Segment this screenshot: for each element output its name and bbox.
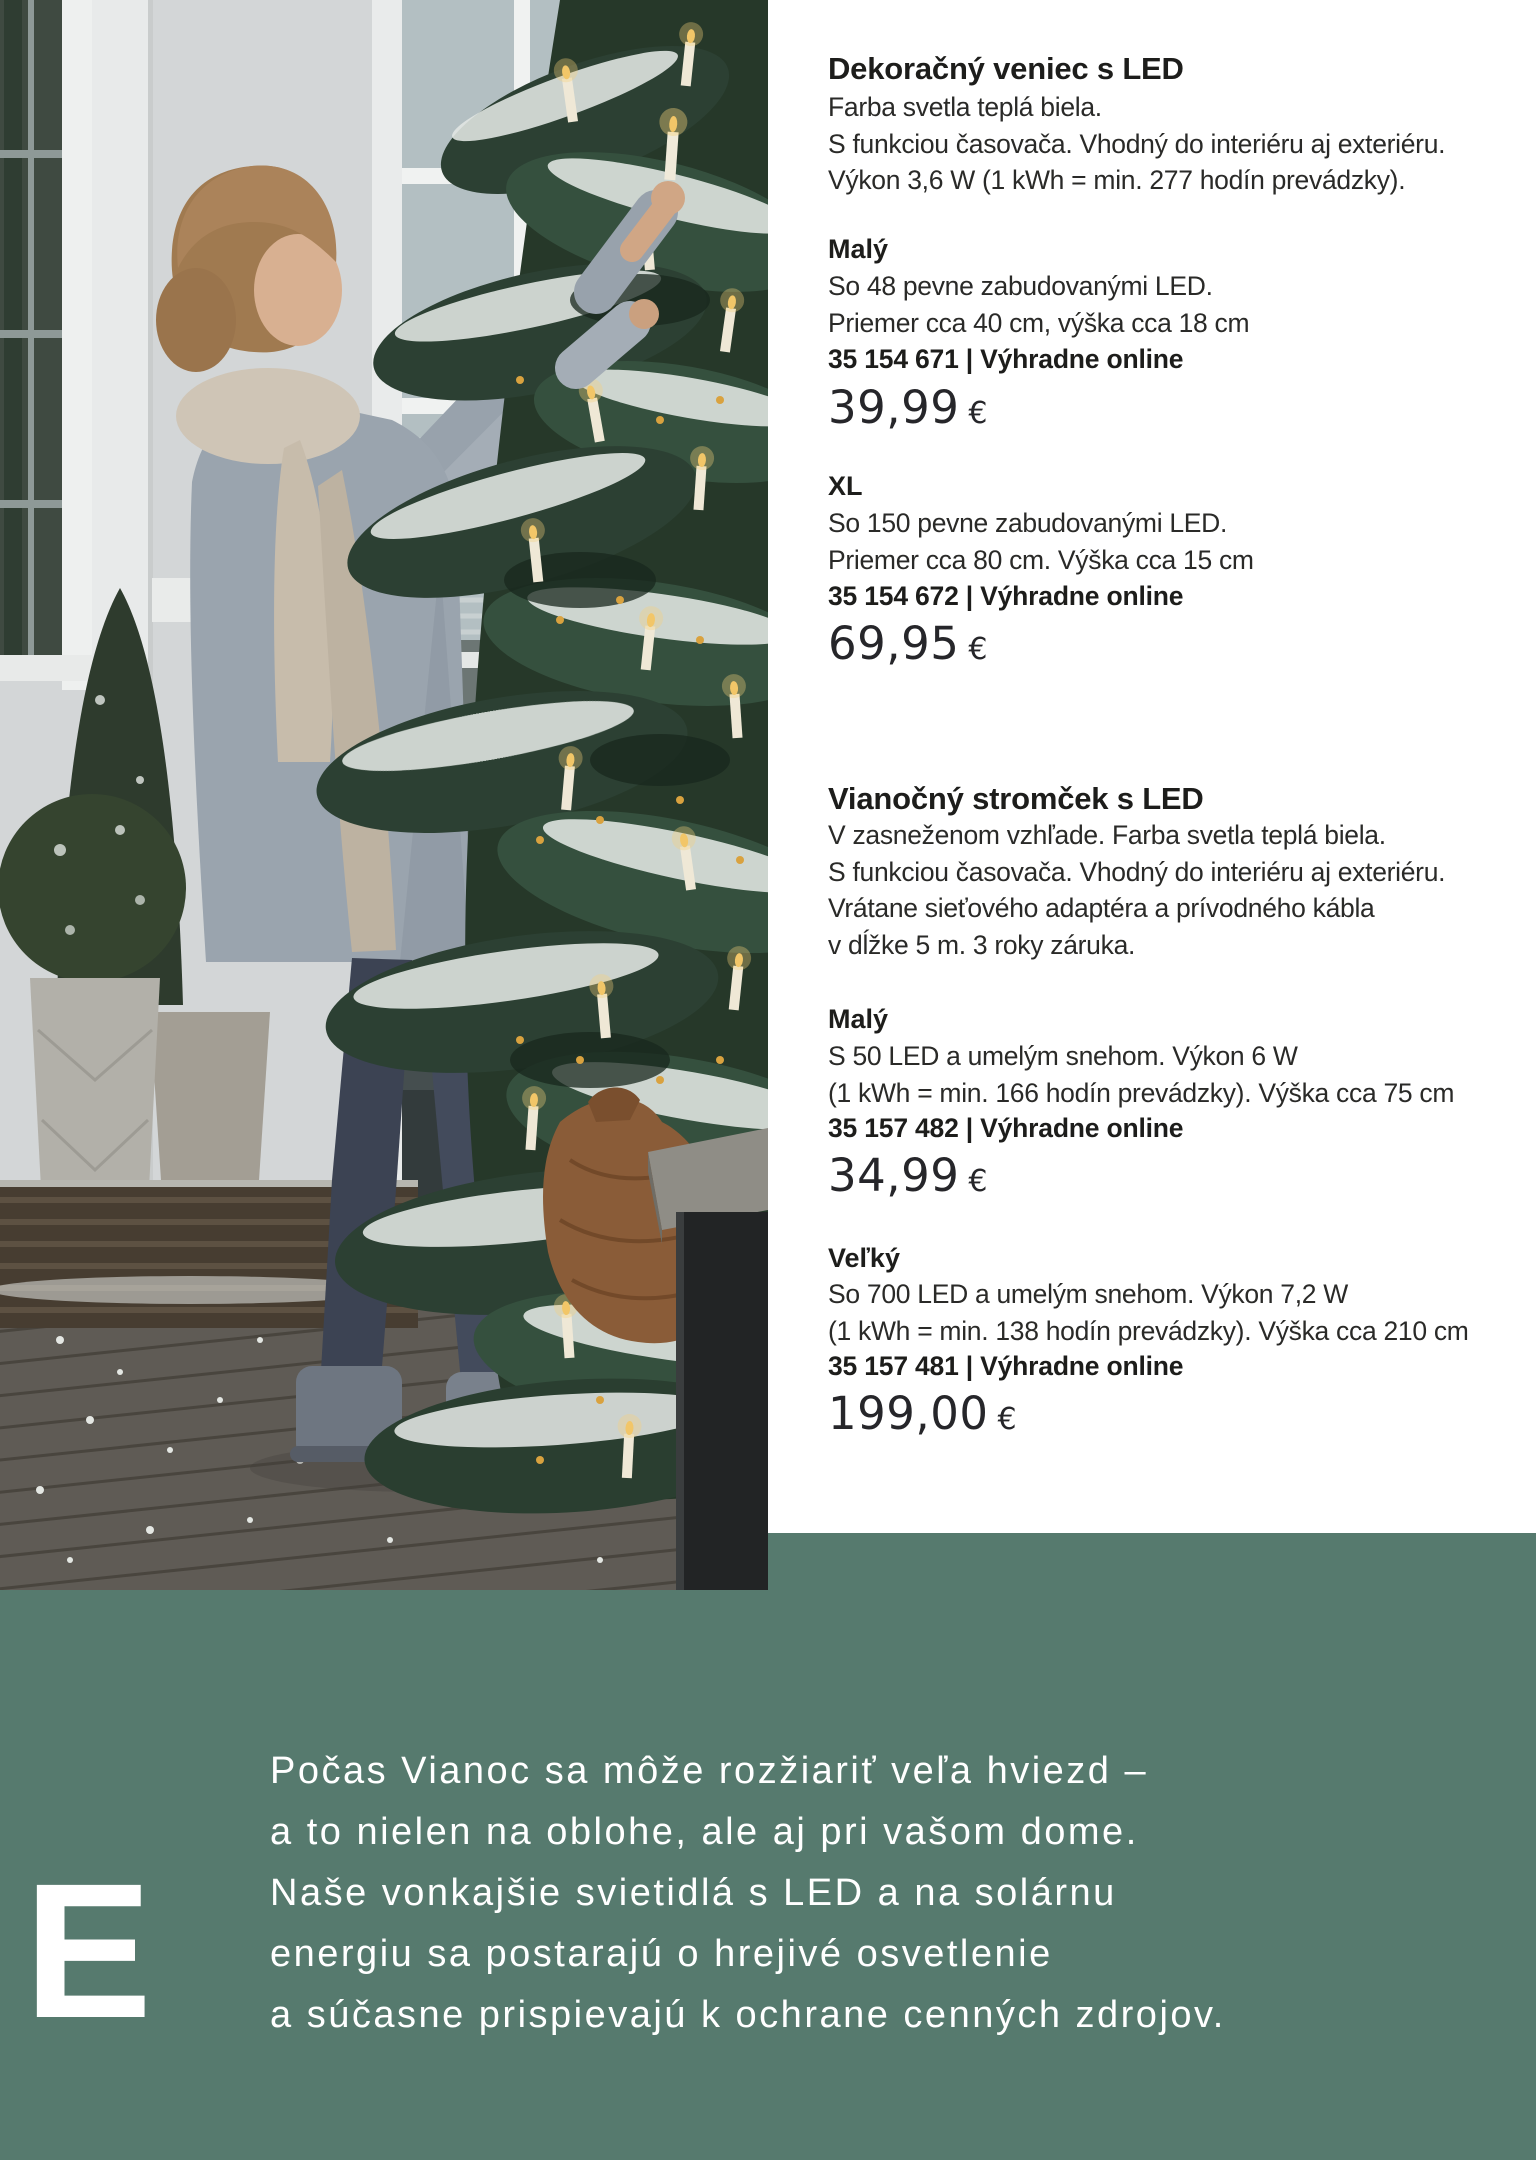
footer-line: energiu sa postarajú o hrejivé osvetlenie (270, 1933, 1053, 1975)
variant-line: Priemer cca 80 cm. Výška cca 15 cm (828, 544, 1254, 575)
product-description (828, 817, 1445, 963)
price (828, 1151, 988, 1207)
article-number: 35 157 482 | Výhradne online (828, 1113, 1184, 1143)
product-title: Vianočný stromček s LED (828, 781, 1204, 816)
price-value: 34,99 (828, 1149, 960, 1202)
variant-details (828, 1038, 1454, 1111)
price-value: 69,95 (828, 617, 960, 670)
product-description (828, 89, 1445, 199)
footer-intro-text (270, 1741, 1226, 2046)
variant-line: So 48 pevne zabudovanými LED. (828, 271, 1213, 301)
variant-details (828, 505, 1254, 578)
footer-line: a súčasne prispievajú k ochrane cenných zdrojov. (270, 1994, 1226, 2036)
price (828, 619, 988, 675)
variant-size: Malý (828, 1004, 889, 1034)
article-number: 35 154 671 | Výhradne online (828, 344, 1184, 374)
description-line: v dĺžke 5 m. 3 roky záruka. (828, 929, 1136, 960)
variant-details (828, 1276, 1469, 1349)
chapter-initial: E (24, 1843, 153, 2058)
footer-line: Naše vonkajšie svietidlá s LED a na solárnu (270, 1872, 1117, 1914)
variant-size: Malý (828, 234, 889, 264)
price-value: 39,99 (828, 381, 960, 434)
variant-line: Priemer cca 40 cm, výška cca 18 cm (828, 307, 1250, 338)
variant-size: Veľký (828, 1243, 900, 1273)
product-title: Dekoračný veniec s LED (828, 51, 1184, 86)
description-line: Farba svetla teplá biela. (828, 92, 1102, 122)
variant-line: (1 kWh = min. 166 hodín prevádzky). Výška cca 75 cm (828, 1077, 1455, 1108)
article-number: 35 157 481 | Výhradne online (828, 1351, 1184, 1381)
footer-line: Počas Vianoc sa môže rozžiariť veľa hviezd – (270, 1750, 1149, 1792)
price (828, 1389, 1017, 1445)
currency-symbol: € (968, 632, 988, 667)
variant-line: So 700 LED a umelým snehom. Výkon 7,2 W (828, 1279, 1349, 1309)
currency-symbol: € (968, 396, 988, 431)
price-value: 199,00 (828, 1387, 989, 1440)
hero-photo (0, 0, 768, 1590)
price (828, 383, 988, 439)
variant-size: XL (828, 471, 863, 501)
description-line: Výkon 3,6 W (1 kWh = min. 277 hodín prevádzky). (828, 165, 1406, 195)
currency-symbol: € (997, 1402, 1018, 1437)
description-line: S funkciou časovača. Vhodný do interiéru aj exteriéru. (828, 128, 1446, 159)
product-column (828, 0, 1528, 1533)
footer-line: a to nielen na oblohe, ale aj pri vašom dome. (270, 1811, 1139, 1853)
currency-symbol: € (968, 1164, 988, 1199)
variant-line: (1 kWh = min. 138 hodín prevádzky). Výška cca 210 cm (828, 1315, 1469, 1346)
article-number: 35 154 672 | Výhradne online (828, 581, 1184, 611)
variant-line: S 50 LED a umelým snehom. Výkon 6 W (828, 1041, 1298, 1071)
left-window (0, 0, 92, 690)
footer-band (0, 1533, 1536, 2160)
description-line: V zasneženom vzhľade. Farba svetla teplá biela. (828, 820, 1386, 850)
variant-details (828, 268, 1249, 341)
variant-line: So 150 pevne zabudovanými LED. (828, 508, 1228, 538)
description-line: Vrátane sieťového adaptéra a prívodného kábla (828, 893, 1375, 923)
description-line: S funkciou časovača. Vhodný do interiéru aj exteriéru. (828, 856, 1446, 887)
